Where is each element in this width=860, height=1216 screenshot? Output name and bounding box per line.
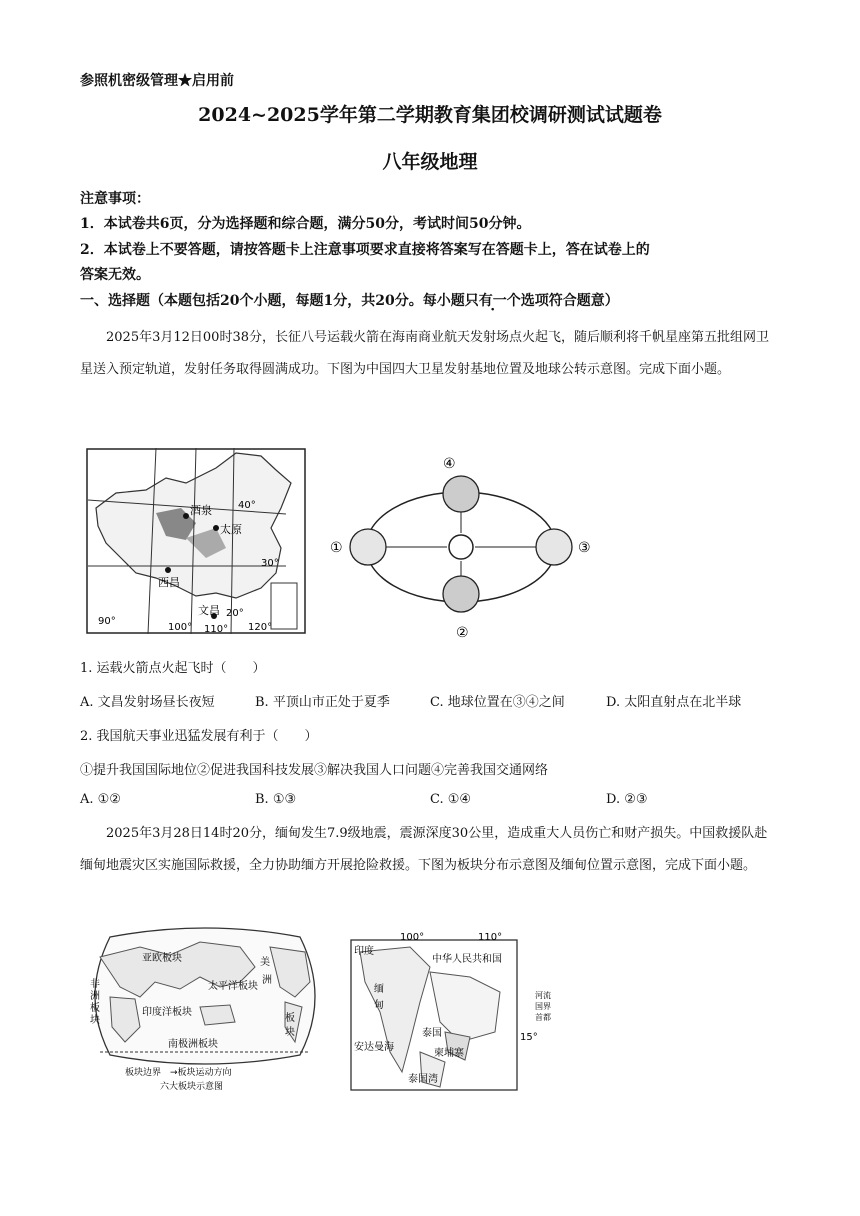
notes-item-2-cont: 答案无效。 [80, 267, 150, 283]
label-african-plate-3: 板 [90, 1003, 100, 1014]
label-lon100: 100° [400, 932, 425, 943]
label-african-plate-1: 非 [90, 979, 100, 990]
q2-option-b[interactable]: B. ①③ [255, 792, 297, 807]
earth-orbit-diagram [326, 452, 606, 640]
section1-title: 一、选择题（本题包括20个小题，每题1分，共20分。每小题只有一个选项符合题意） [80, 293, 619, 309]
label-xichang: 西昌 [158, 576, 180, 589]
label-jiuquan: 酒泉 [190, 504, 212, 517]
plates-legend: 板块边界 →板块运动方向 [125, 1068, 232, 1078]
label-lat20: 20° [226, 608, 244, 619]
q2-option-a[interactable]: A. ①② [80, 792, 121, 807]
label-american-plate-4: 块 [285, 1027, 295, 1038]
label-thailand: 泰国 [422, 1028, 442, 1039]
security-label: 参照机密级管理★启用前 [80, 73, 234, 89]
label-andaman-sea: 安达曼海 [354, 1042, 394, 1053]
label-lon120: 120° [248, 622, 273, 633]
label-lon100: 100° [168, 622, 193, 633]
notes-item-1: 1．本试卷共6页，分为选择题和综合题，满分50分，考试时间50分钟。 [80, 216, 531, 232]
china-launch-map [86, 448, 306, 634]
label-taiyuan: 太原 [220, 523, 242, 536]
q1-option-a[interactable]: A. 文昌发射场昼长夜短 [80, 695, 215, 710]
label-wenchang: 文昌 [198, 604, 220, 617]
passage-2: 2025年3月28日14时20分，缅甸发生7.9级地震，震源深度30公里，造成重大人员伤亡和财产损失。中国救援队赴缅甸地震灾区实施国际救援，全力协助缅方开展抢险救援。下图为板块分布示意图及缅甸位置示意图，完成下面小题。 [80, 826, 768, 873]
label-cambodia: 柬埔寨 [434, 1048, 464, 1059]
label-lat30: 30° [261, 558, 279, 569]
label-antarctic-plate: 南极洲板块 [168, 1039, 218, 1050]
label-lon90: 90° [98, 616, 116, 627]
exam-subject: 八年级地理 [382, 151, 478, 173]
label-lon110: 110° [204, 624, 229, 634]
label-african-plate-2: 洲 [90, 991, 100, 1002]
q1-option-b[interactable]: B. 平顶山市正处于夏季 [255, 695, 390, 710]
legend-border: 国界 [535, 1002, 551, 1011]
orbit-pos-2: ② [456, 625, 469, 640]
q1-stem: 1. 运载火箭点火起飞时（ ） [80, 661, 266, 676]
notes-heading: 注意事项： [80, 191, 150, 207]
label-lon110: 110° [478, 932, 503, 943]
label-lat15: 15° [520, 1032, 538, 1043]
label-lat40: 40° [238, 500, 256, 511]
label-indian-plate: 印度洋板块 [142, 1007, 192, 1018]
legend-capital: 首都 [535, 1013, 551, 1022]
notes-item-2: 2．本试卷上不要答题，请按答题卡上注意事项要求直接将答案写在答题卡上，答在试卷上的 [80, 242, 650, 258]
q1-option-d[interactable]: D. 太阳直射点在北半球 [606, 695, 742, 710]
label-eurasian-plate: 亚欧板块 [142, 953, 182, 964]
legend-river: 河流 [535, 991, 551, 1000]
q2-stem: 2. 我国航天事业迅猛发展有利于（ ） [80, 729, 318, 744]
label-american-plate-2: 洲 [262, 975, 272, 986]
label-china: 中华人民共和国 [432, 954, 502, 965]
orbit-pos-4: ④ [443, 456, 456, 472]
label-gulf-thailand: 泰国湾 [408, 1074, 438, 1085]
plates-map [80, 927, 330, 1095]
label-myanmar-1: 缅 [374, 984, 384, 995]
q2-statements: ①提升我国国际地位②促进我国科技发展③解决我国人口问题④完善我国交通网络 [80, 763, 549, 778]
plates-caption: 六大板块示意图 [160, 1082, 224, 1092]
label-myanmar-2: 甸 [374, 1000, 384, 1011]
label-american-plate-1: 美 [260, 957, 270, 968]
q2-option-c[interactable]: C. ①④ [430, 792, 472, 807]
q1-option-c[interactable]: C. 地球位置在③④之间 [430, 695, 565, 710]
label-american-plate-3: 板 [285, 1013, 295, 1024]
passage-1: 2025年3月12日00时38分，长征八号运载火箭在海南商业航天发射场点火起飞，随后顺利将千帆星座第五批组网卫星送入预定轨道，发射任务取得圆满成功。下图为中国四大卫星发射基地位置及地球公转示意图。完成下面小题。 [80, 330, 769, 377]
exam-title: 2024~2025学年第二学期教育集团校调研测试试题卷 [198, 104, 662, 126]
myanmar-map [350, 932, 580, 1092]
label-india: 印度 [354, 946, 374, 957]
orbit-pos-1: ① [330, 540, 343, 556]
label-pacific-plate: 太平洋板块 [208, 981, 258, 992]
label-african-plate-4: 块 [90, 1015, 100, 1026]
q2-option-d[interactable]: D. ②③ [606, 792, 648, 807]
orbit-pos-3: ③ [578, 540, 591, 556]
